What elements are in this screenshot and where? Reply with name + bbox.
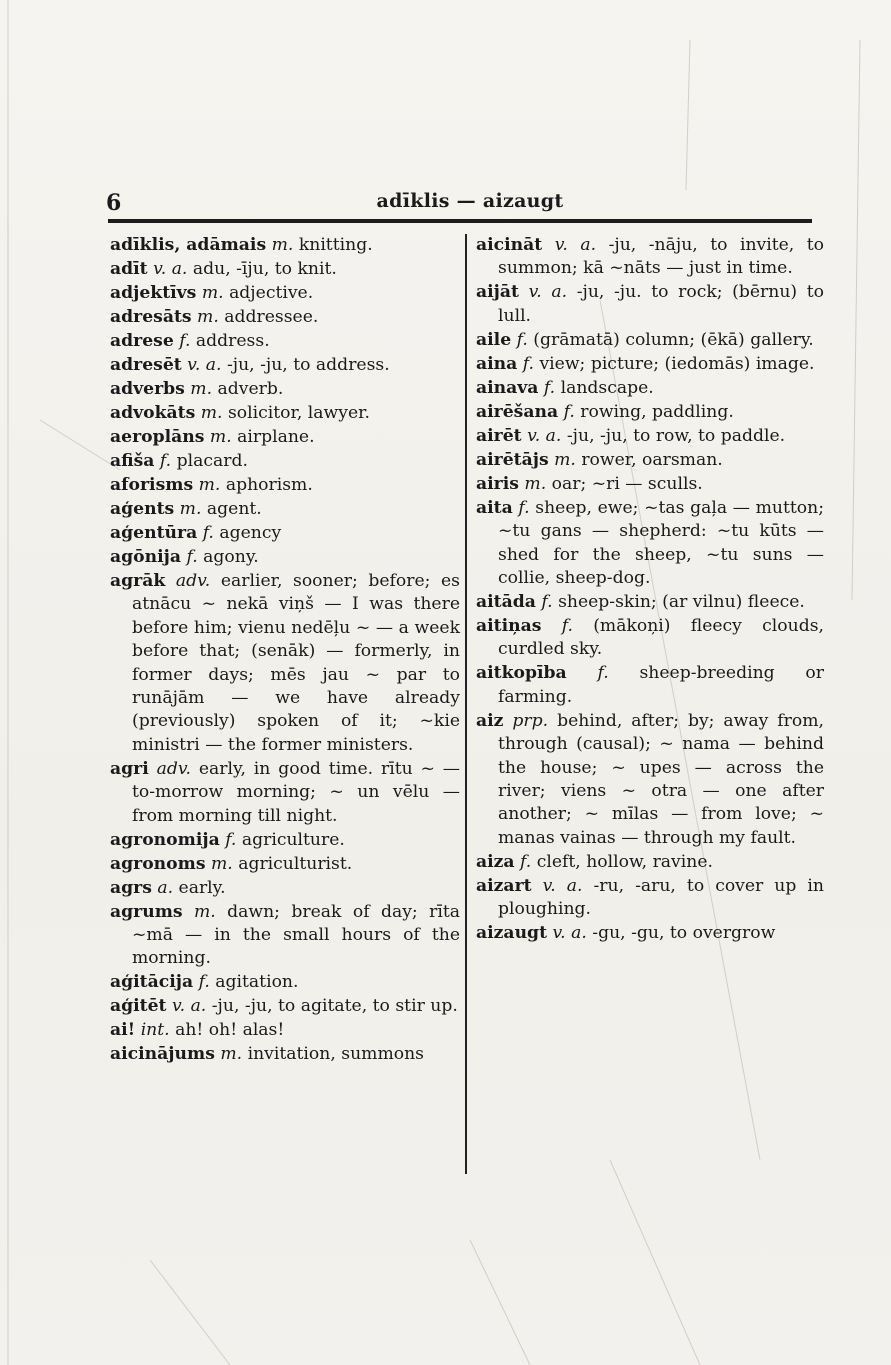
entry-definition: -ju, -ju. to rock; (bērnu) to lull.: [498, 282, 824, 326]
dictionary-entry: [476, 281, 824, 328]
entry-headword: adresāts: [110, 307, 192, 327]
entry-headword: aģitēt: [110, 996, 167, 1017]
entry-grammar: f.: [543, 377, 556, 398]
dictionary-entry: [110, 354, 460, 377]
entry-headword: adjektīvs: [110, 283, 197, 303]
entry-definition: agony.: [203, 547, 259, 567]
entry-definition: agitation.: [215, 972, 299, 993]
entry-headword: aizart: [476, 875, 532, 896]
dictionary-entry: [110, 258, 460, 281]
dictionary-entry: [476, 710, 824, 850]
entry-headword: aģentūra: [110, 523, 198, 543]
entry-definition: -gu, -gu, to overgrow: [592, 923, 776, 944]
entry-headword: aita: [476, 497, 513, 518]
entry-grammar: prp.: [512, 710, 549, 731]
dictionary-entry: [476, 497, 824, 591]
entry-grammar: m.: [198, 475, 221, 495]
entry-headword: aitkopība: [476, 663, 567, 684]
entry-headword: airētājs: [476, 449, 549, 470]
entry-definition: landscape.: [560, 377, 654, 398]
entry-grammar: m.: [210, 853, 233, 874]
entry-definition: cleft, hollow, ravine.: [536, 851, 713, 872]
entry-definition: solicitor, lawyer.: [227, 403, 370, 423]
entry-headword: agronoms: [110, 853, 206, 874]
dictionary-entry: [110, 402, 460, 425]
dictionary-entry: [476, 353, 824, 376]
entry-definition: sheep, ewe; ~tas gaļa — mutton; ~tu gans — shepherd: ~tu kūts — shed for the sheep, ~tu suns — collie, sheep-dog.: [498, 497, 825, 589]
entry-definition: earlier, sooner; before; es atnācu ~ nekā viņš — I was there before him; vienu nedēļu ~ — a week before that; (senāk) — formerly, in former days; mēs jau ~ par to runājām — we have already (previously) spoken of it; ~kie ministri — the former ministers.: [132, 571, 460, 755]
entry-grammar: v. a.: [187, 355, 222, 375]
left-column: [110, 234, 460, 1067]
dictionary-entry: [476, 851, 824, 874]
entry-grammar: f.: [516, 329, 528, 350]
entry-definition: (mākoņi) fleecy clouds, curdled sky.: [498, 616, 824, 660]
dictionary-entry: [110, 498, 460, 521]
dictionary-entry: [110, 282, 460, 305]
dictionary-entry: [476, 377, 824, 400]
page-number: 6: [106, 190, 122, 216]
entry-grammar: f.: [518, 497, 530, 518]
dictionary-entry: [110, 877, 460, 900]
entry-headword: adrese: [110, 331, 174, 351]
entry-grammar: m.: [200, 403, 223, 423]
dictionary-entry: [110, 306, 460, 329]
entry-definition: early.: [178, 877, 226, 898]
entry-headword: airēšana: [476, 401, 559, 422]
dictionary-entry: [110, 522, 460, 545]
dictionary-entry: [110, 450, 460, 473]
entry-grammar: v. a.: [153, 259, 188, 279]
dictionary-entry: [476, 591, 824, 614]
right-column: [476, 234, 824, 946]
entry-grammar: adv.: [175, 571, 211, 591]
dictionary-entry: [110, 570, 460, 757]
dictionary-entry: [110, 901, 460, 971]
entry-grammar: v. a.: [527, 425, 562, 446]
entry-definition: rowing, paddling.: [580, 401, 734, 422]
entry-grammar: m.: [197, 307, 219, 327]
entry-definition: sheep-skin; (ar vilnu) fleece.: [558, 592, 805, 613]
entry-definition: adu, -īju, to knit.: [192, 259, 337, 279]
entry-headword: adīklis, adāmais: [110, 235, 267, 255]
entry-headword: aeroplāns: [110, 427, 205, 447]
entry-grammar: f.: [597, 663, 609, 684]
dictionary-entry: [110, 546, 460, 569]
dictionary-entry: [110, 234, 460, 257]
entry-definition: -ju, -ju, to address.: [226, 355, 390, 375]
header-rule: [108, 219, 812, 223]
entry-definition: -ju, -nāju, to invite, to summon; kā ~nāts — just in time.: [498, 235, 825, 279]
entry-headword: airēt: [476, 425, 522, 446]
entry-definition: address.: [195, 331, 270, 351]
entry-headword: aitiņas: [476, 616, 542, 637]
entry-definition: rower, oarsman.: [581, 449, 723, 470]
entry-grammar: f.: [522, 353, 534, 374]
entry-definition: -ju, -ju, to agitate, to stir up.: [211, 996, 458, 1017]
entry-grammar: m.: [193, 901, 216, 922]
running-head: adīklis — aizaugt: [376, 190, 564, 212]
entry-headword: aģents: [110, 499, 175, 519]
entry-headword: airis: [476, 473, 519, 494]
dictionary-entry: [110, 829, 460, 852]
entry-grammar: f.: [159, 451, 172, 471]
entry-headword: adresēt: [110, 355, 182, 375]
entry-headword: aijāt: [476, 282, 519, 303]
entry-grammar: f.: [198, 972, 210, 993]
dictionary-entry: [110, 378, 460, 401]
dictionary-entry: [476, 615, 824, 662]
dictionary-entry: [110, 330, 460, 353]
dictionary-entry: [476, 449, 824, 472]
dictionary-entry: [110, 995, 460, 1018]
entry-headword: aizaugt: [476, 923, 548, 944]
entry-definition: knitting.: [298, 235, 373, 255]
entry-grammar: m.: [201, 283, 224, 303]
entry-grammar: int.: [140, 1020, 170, 1041]
entry-headword: afiša: [110, 451, 155, 471]
entry-grammar: adv.: [156, 758, 192, 779]
dictionary-entry: [476, 875, 824, 922]
entry-grammar: a.: [157, 877, 174, 898]
dictionary-entry: [476, 425, 824, 448]
entry-definition: dawn; break of day; rīta ~mā — in the small hours of the morning.: [132, 901, 460, 969]
dictionary-entry: [476, 401, 824, 424]
dictionary-entry: [110, 1043, 460, 1066]
entry-grammar: f.: [563, 401, 575, 422]
entry-definition: oar; ~ri — sculls.: [551, 473, 703, 494]
entry-grammar: v. a.: [542, 875, 583, 896]
entry-headword: ai!: [110, 1020, 136, 1041]
entry-grammar: m.: [524, 473, 547, 494]
column-divider: [465, 234, 467, 1174]
entry-headword: aina: [476, 353, 518, 374]
entry-definition: aphorism.: [225, 475, 313, 495]
entry-definition: early, in good time. rītu ~ — to-morrow morning; ~ un vēlu — from morning till night.: [132, 758, 460, 826]
entry-definition: addressee.: [224, 307, 319, 327]
dictionary-entry: [110, 474, 460, 497]
entry-grammar: f.: [561, 616, 573, 637]
entry-headword: aiza: [476, 851, 515, 872]
entry-headword: ainava: [476, 377, 539, 398]
entry-definition: agent.: [206, 499, 262, 519]
entry-grammar: m.: [179, 499, 202, 519]
entry-definition: view; picture; (iedomās) image.: [539, 353, 815, 374]
entry-grammar: f.: [541, 592, 553, 613]
dictionary-entry: [110, 971, 460, 994]
entry-headword: agri: [110, 758, 149, 779]
entry-definition: ah! oh! alas!: [175, 1020, 285, 1041]
dictionary-entry: [476, 662, 824, 709]
dictionary-entry: [110, 853, 460, 876]
entry-grammar: v. a.: [552, 923, 587, 944]
entry-headword: aiz: [476, 710, 504, 731]
entry-definition: behind, after; by; away from, through (causal); ~ nama — behind the house; ~ upes — across the river; viens ~ otra — one after another; ~ mīlas — from love; ~ manas vainas — through my fault.: [498, 710, 824, 848]
entry-definition: agriculture.: [241, 829, 345, 850]
entry-definition: adverb.: [217, 379, 284, 399]
entry-definition: agriculturist.: [238, 853, 353, 874]
dictionary-entry: [110, 426, 460, 449]
entry-definition: invitation, summons: [247, 1044, 424, 1065]
entry-headword: agrs: [110, 877, 152, 898]
entry-headword: agrāk: [110, 571, 166, 591]
entry-definition: -ru, -aru, to cover up in ploughing.: [498, 875, 824, 920]
entry-definition: airplane.: [237, 427, 315, 447]
entry-grammar: m.: [554, 449, 576, 470]
entry-grammar: v. a.: [171, 996, 207, 1017]
entry-headword: aicināt: [476, 235, 543, 255]
dictionary-entry: [110, 1019, 460, 1042]
entry-headword: adverbs: [110, 379, 185, 399]
entry-grammar: f.: [225, 829, 237, 850]
entry-definition: (grāmatā) column; (ēkā) gallery.: [533, 329, 814, 350]
entry-headword: agrums: [110, 901, 183, 922]
entry-definition: placard.: [176, 451, 248, 471]
entry-headword: aitāda: [476, 592, 536, 613]
entry-definition: agency: [219, 523, 282, 543]
dictionary-entry: [476, 922, 824, 945]
entry-definition: adjective.: [229, 283, 314, 303]
entry-grammar: f.: [202, 523, 214, 543]
entry-grammar: f.: [520, 851, 532, 872]
entry-grammar: m.: [271, 235, 294, 255]
entry-headword: aicinājums: [110, 1044, 215, 1065]
entry-headword: aforisms: [110, 475, 194, 495]
entry-grammar: m.: [220, 1044, 243, 1065]
entry-headword: aile: [476, 329, 512, 350]
entry-headword: agōnija: [110, 547, 181, 567]
entry-grammar: m.: [190, 379, 213, 399]
entry-headword: agronomija: [110, 829, 220, 850]
entry-grammar: v. a.: [554, 235, 597, 255]
entry-grammar: m.: [209, 427, 232, 447]
entry-headword: advokāts: [110, 403, 196, 423]
entry-definition: -ju, -ju, to row, to paddle.: [566, 425, 786, 446]
entry-definition: sheep-breeding or farming.: [498, 663, 824, 707]
dictionary-entry: [110, 758, 460, 828]
entry-headword: aģitācija: [110, 972, 194, 993]
dictionary-entry: [476, 329, 824, 352]
dictionary-entry: [476, 473, 824, 496]
entry-grammar: v. a.: [528, 282, 568, 303]
dictionary-entry: [476, 234, 824, 281]
entry-grammar: f.: [186, 547, 198, 567]
entry-headword: adīt: [110, 259, 148, 279]
entry-grammar: f.: [179, 331, 191, 351]
